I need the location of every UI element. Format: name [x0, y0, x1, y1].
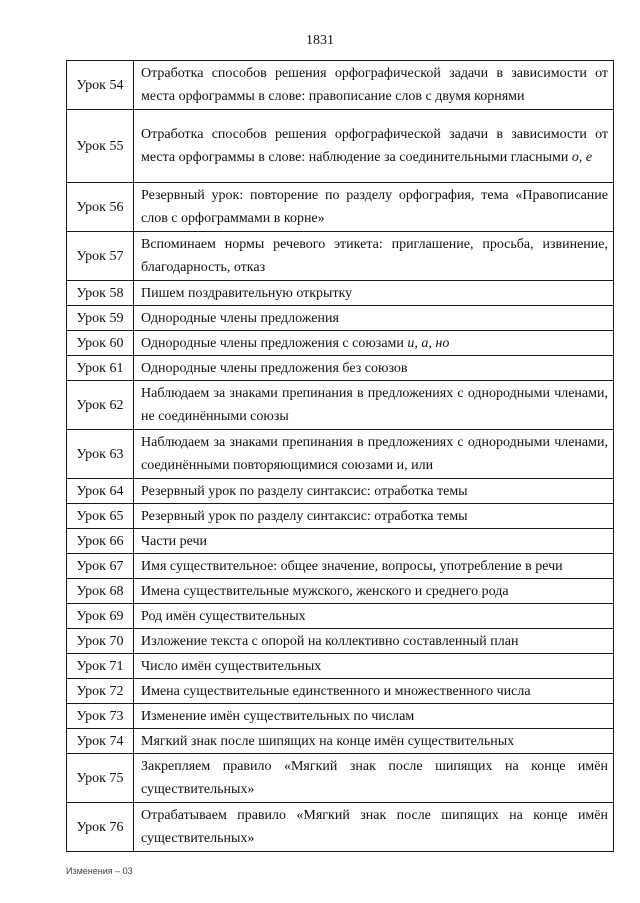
- lesson-topic: [134, 529, 614, 554]
- lesson-topic-text: Имена существительные единственного и множественного числа: [141, 683, 531, 699]
- lesson-number: Урок 62: [67, 381, 134, 430]
- lesson-topic: [134, 281, 614, 306]
- lesson-topic-text: Изложение текста с опорой на коллективно составленный план: [141, 633, 519, 649]
- lesson-number: Урок 73: [67, 704, 134, 729]
- lesson-topic-italic: и, а, но: [407, 335, 450, 351]
- lesson-number: Урок 57: [67, 232, 134, 281]
- table-row: [67, 754, 614, 803]
- lesson-topic-text: Наблюдаем за знаками препинания в предложениях с однородными членами, не соединёнными союзы: [141, 386, 608, 424]
- lesson-topic-text: Пишем поздравительную открытку: [141, 285, 353, 301]
- lesson-number: Урок 76: [67, 803, 134, 852]
- table-row: [67, 479, 614, 504]
- table-row: [67, 61, 614, 110]
- table-row: [67, 554, 614, 579]
- page-number: 1831: [306, 33, 334, 48]
- lesson-topic: [134, 579, 614, 604]
- lesson-topic-text: Имена существительные мужского, женского и среднего рода: [141, 583, 509, 599]
- lesson-topic: [134, 504, 614, 529]
- lesson-number: Урок 64: [67, 479, 134, 504]
- lesson-topic-text: Резервный урок: повторение по разделу орфография, тема «Правописание слов с орфограммами в корне»: [141, 188, 608, 226]
- lesson-plan-body: [67, 61, 614, 852]
- lesson-topic: [134, 754, 614, 803]
- lesson-number: Урок 55: [67, 110, 134, 183]
- table-row: [67, 430, 614, 479]
- lesson-topic: [134, 554, 614, 579]
- table-row: [67, 679, 614, 704]
- lesson-topic-text: Отработка способов решения орфографической задачи в зависимости от места орфограммы в слове: наблюдение за соединительными гласными: [141, 127, 608, 165]
- lesson-topic: [134, 306, 614, 331]
- lesson-topic: [134, 110, 614, 183]
- lesson-topic: [134, 479, 614, 504]
- lesson-topic-text: Однородные члены предложения с союзами: [141, 335, 404, 351]
- table-row: [67, 110, 614, 183]
- lesson-number: Урок 56: [67, 183, 134, 232]
- table-row: [67, 232, 614, 281]
- lesson-topic-text: Наблюдаем за знаками препинания в предложениях с однородными членами, соединёнными повторяющимися союзами и, или: [141, 435, 608, 473]
- lesson-topic: [134, 232, 614, 281]
- lesson-topic-italic: о, е: [571, 150, 593, 165]
- table-row: [67, 183, 614, 232]
- lesson-topic: [134, 331, 614, 356]
- lesson-topic-text: Род имён существительных: [141, 608, 306, 624]
- lesson-number: Урок 54: [67, 61, 134, 110]
- lesson-number: Урок 70: [67, 629, 134, 654]
- lesson-number: Урок 69: [67, 604, 134, 629]
- lesson-number: Урок 68: [67, 579, 134, 604]
- lesson-topic: [134, 704, 614, 729]
- lesson-topic: [134, 654, 614, 679]
- table-row: [67, 281, 614, 306]
- table-row: [67, 529, 614, 554]
- lesson-number: Урок 63: [67, 430, 134, 479]
- lesson-number: Урок 60: [67, 331, 134, 356]
- table-row: [67, 579, 614, 604]
- lesson-topic: [134, 356, 614, 381]
- lesson-topic-text: Изменение имён существительных по числам: [141, 708, 415, 724]
- table-row: [67, 803, 614, 852]
- lesson-topic-text: Отработка способов решения орфографической задачи в зависимости от места орфограммы в слове: правописание слов с двумя корнями: [141, 66, 608, 104]
- lesson-topic-text: Резервный урок по разделу синтаксис: отработка темы: [141, 483, 468, 499]
- lesson-topic-text: Отрабатываем правило «Мягкий знак после шипящих на конце имён существительных»: [141, 808, 608, 846]
- table-row: [67, 504, 614, 529]
- lesson-topic-text: Части речи: [141, 533, 208, 549]
- table-row: [67, 381, 614, 430]
- lesson-number: Урок 67: [67, 554, 134, 579]
- lesson-topic-text: Мягкий знак после шипящих на конце имён существительных: [141, 733, 515, 749]
- lesson-number: Урок 66: [67, 529, 134, 554]
- lesson-topic: [134, 381, 614, 430]
- lesson-topic-text: Однородные члены предложения: [141, 310, 339, 326]
- lesson-topic: [134, 729, 614, 754]
- lesson-number: Урок 71: [67, 654, 134, 679]
- lesson-number: Урок 72: [67, 679, 134, 704]
- lesson-topic-text: Закрепляем правило «Мягкий знак после шипящих на конце имён существительных»: [141, 759, 608, 797]
- lesson-number: Урок 61: [67, 356, 134, 381]
- table-row: [67, 331, 614, 356]
- lesson-topic: [134, 61, 614, 110]
- lesson-topic-text: Однородные члены предложения без союзов: [141, 360, 408, 376]
- lesson-topic-text: Имя существительное: общее значение, вопросы, употребление в речи: [141, 558, 563, 574]
- table-row: [67, 654, 614, 679]
- lesson-number: Урок 74: [67, 729, 134, 754]
- lesson-topic-text: Резервный урок по разделу синтаксис: отработка темы: [141, 508, 468, 524]
- lesson-number: Урок 65: [67, 504, 134, 529]
- lesson-number: Урок 58: [67, 281, 134, 306]
- lesson-number: Урок 75: [67, 754, 134, 803]
- footer-revision-note: Изменения – 03: [66, 866, 133, 876]
- lesson-topic: [134, 629, 614, 654]
- lesson-topic-text: Число имён существительных: [141, 658, 322, 674]
- lesson-plan-table: [66, 60, 614, 852]
- lesson-number: Урок 59: [67, 306, 134, 331]
- lesson-topic: [134, 430, 614, 479]
- table-row: [67, 306, 614, 331]
- table-row: [67, 629, 614, 654]
- lesson-topic: [134, 183, 614, 232]
- table-row: [67, 356, 614, 381]
- lesson-topic: [134, 604, 614, 629]
- lesson-topic: [134, 803, 614, 852]
- table-row: [67, 704, 614, 729]
- table-row: [67, 604, 614, 629]
- lesson-topic-text: Вспоминаем нормы речевого этикета: приглашение, просьба, извинение, благодарность, отказ: [141, 237, 608, 275]
- table-row: [67, 729, 614, 754]
- lesson-topic: [134, 679, 614, 704]
